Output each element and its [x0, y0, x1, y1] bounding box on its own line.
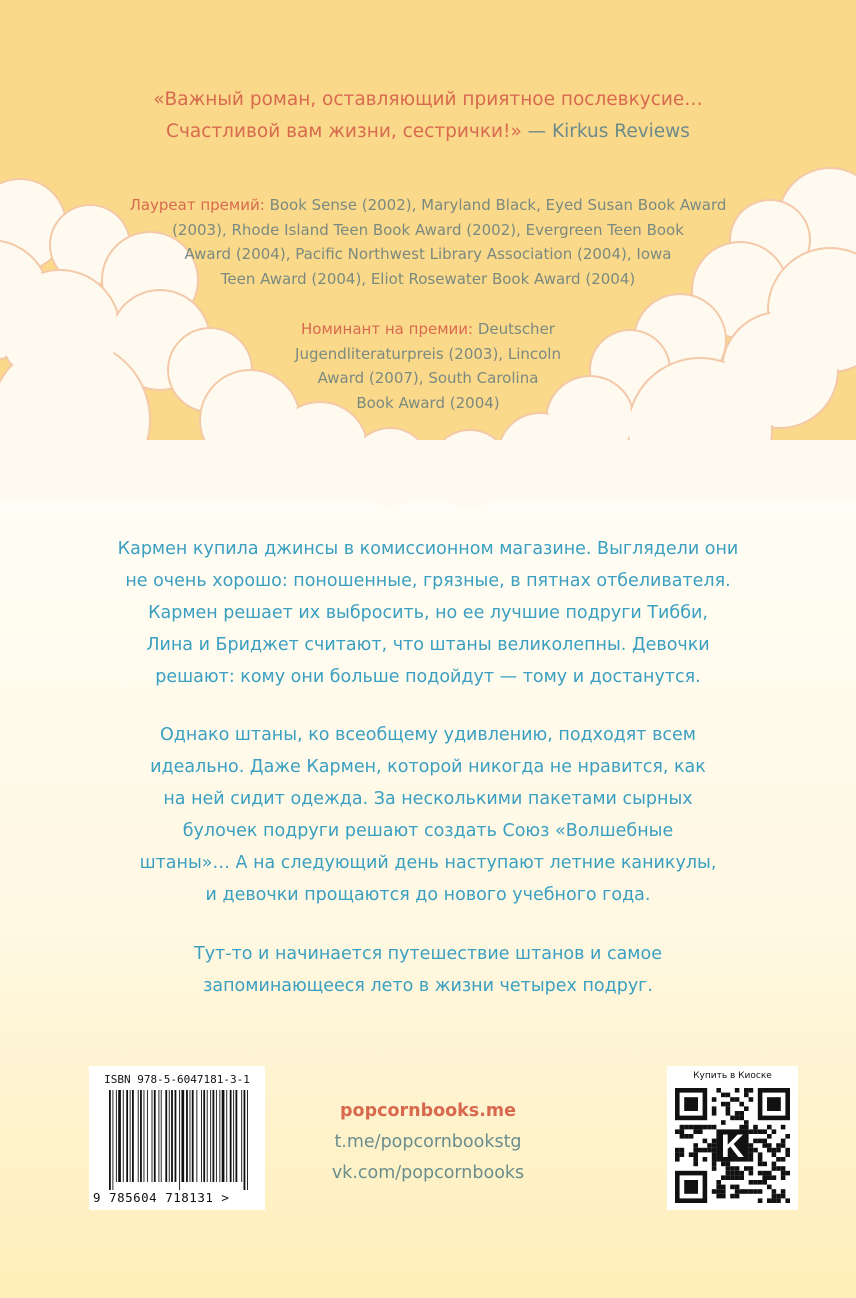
laureate-line: Teen Award (2004), Eliot Rosewater Book Award (2004) — [220, 269, 636, 288]
qr-module — [749, 1143, 754, 1148]
qr-module — [758, 1152, 763, 1157]
qr-module — [735, 1171, 740, 1176]
qr-module — [735, 1097, 740, 1102]
barcode-bar — [130, 1090, 131, 1182]
qr-module — [785, 1171, 790, 1176]
barcode-bar — [171, 1090, 173, 1182]
qr-module — [680, 1134, 685, 1139]
qr-module — [762, 1129, 767, 1134]
qr-module — [684, 1097, 698, 1111]
qr-module — [767, 1134, 772, 1139]
barcode-bar — [219, 1090, 220, 1182]
barcode-bar — [112, 1090, 113, 1190]
qr-module — [726, 1171, 731, 1176]
qr-module — [735, 1185, 740, 1190]
barcode-bar — [192, 1090, 194, 1182]
qr-module — [716, 1088, 721, 1093]
barcode-bar — [230, 1090, 232, 1182]
barcode-bar — [165, 1090, 167, 1182]
qr-module — [772, 1148, 777, 1153]
qr-module — [762, 1139, 767, 1144]
qr-module — [739, 1116, 744, 1121]
barcode-bar — [140, 1090, 142, 1182]
description-line: и девочки прощаются до нового учебного года. — [205, 885, 651, 905]
qr-module — [762, 1175, 767, 1180]
barcode-bar — [116, 1090, 117, 1182]
qr-module — [749, 1180, 754, 1185]
qr-module — [680, 1148, 685, 1153]
nominee-line: Book Award (2004) — [356, 393, 500, 412]
qr-module — [693, 1157, 698, 1162]
qr-module — [758, 1180, 763, 1185]
laureate-label: Лауреат премий: — [129, 196, 265, 214]
barcode-bar — [144, 1090, 145, 1182]
description-paragraph-3 — [60, 938, 796, 1002]
qr-module — [785, 1148, 790, 1153]
qr-module — [753, 1129, 758, 1134]
qr-module — [693, 1152, 698, 1157]
qr-module — [785, 1152, 790, 1157]
qr-module — [726, 1175, 731, 1180]
barcode-bar — [226, 1090, 227, 1182]
barcode-bar — [207, 1090, 208, 1182]
qr-module — [712, 1139, 717, 1144]
qr-module — [726, 1102, 731, 1107]
qr-module — [785, 1134, 790, 1139]
qr-module — [749, 1152, 754, 1157]
qr-module — [703, 1139, 708, 1144]
barcode-bar — [126, 1090, 128, 1182]
nominee-line: Deutscher — [473, 320, 555, 338]
qr-module — [767, 1143, 772, 1148]
qr-module — [762, 1143, 767, 1148]
qr-module — [721, 1194, 726, 1199]
qr-module — [749, 1148, 754, 1153]
barcode-bar — [196, 1090, 197, 1182]
quote-line-2: Счастливой вам жизни, сестрички!» — [166, 121, 522, 142]
barcode-bar — [233, 1090, 234, 1182]
barcode-bar — [210, 1090, 211, 1182]
qr-module — [712, 1148, 717, 1153]
qr-module — [698, 1148, 703, 1153]
qr-module — [730, 1185, 735, 1190]
qr-module — [730, 1194, 735, 1199]
qr-module — [758, 1139, 763, 1144]
qr-module — [767, 1171, 772, 1176]
barcode-bar — [109, 1090, 111, 1190]
qr-module — [726, 1093, 731, 1098]
qr-module — [776, 1194, 781, 1199]
qr-module — [781, 1171, 786, 1176]
barcode-bar — [213, 1090, 215, 1182]
barcode-bar — [158, 1090, 159, 1182]
qr-module — [735, 1175, 740, 1180]
qr-module — [735, 1111, 740, 1116]
qr-module — [730, 1171, 735, 1176]
qr-module — [712, 1162, 717, 1167]
qr-module — [758, 1189, 763, 1194]
qr-module — [721, 1120, 726, 1125]
qr-module — [726, 1106, 731, 1111]
qr-module — [716, 1180, 721, 1185]
review-quote — [40, 84, 816, 148]
barcode-bar — [236, 1090, 238, 1182]
quote-source: — Kirkus Reviews — [521, 121, 690, 142]
qr-module — [712, 1152, 717, 1157]
barcode-bar — [179, 1090, 180, 1190]
qr-module — [749, 1088, 754, 1093]
qr-module — [739, 1171, 744, 1176]
barcode-bar — [123, 1090, 124, 1182]
description-paragraph-1 — [60, 533, 796, 693]
qr-module — [781, 1175, 786, 1180]
qr-module — [767, 1097, 781, 1111]
qr-module — [712, 1166, 717, 1171]
barcode-bar — [175, 1090, 177, 1182]
barcode-bar — [147, 1090, 148, 1182]
nominee-block — [250, 317, 606, 415]
qr-module — [776, 1148, 781, 1153]
qr-block — [667, 1066, 798, 1210]
qr-module — [735, 1088, 740, 1093]
qr-module — [744, 1088, 749, 1093]
laureate-line: (2003), Rhode Island Teen Book Award (2002), Evergreen Teen Book — [172, 220, 684, 239]
isbn-label: ISBN 978-5-6047181-3-1 — [104, 1073, 250, 1086]
qr-module — [726, 1166, 731, 1171]
barcode-bar — [181, 1090, 184, 1182]
qr-module — [693, 1143, 698, 1148]
description-line: Тут-то и начинается путешествие штанов и самое — [194, 944, 662, 964]
qr-module — [712, 1143, 717, 1148]
telegram-link[interactable]: t.me/popcornbookstg — [334, 1132, 522, 1152]
barcode-bar — [154, 1090, 156, 1182]
qr-module — [721, 1093, 726, 1098]
qr-module — [730, 1175, 735, 1180]
qr-module — [772, 1175, 777, 1180]
qr-module — [698, 1129, 703, 1134]
description-line: булочек подруги решают создать Союз «Волшебные — [182, 821, 674, 841]
qr-module — [785, 1198, 790, 1203]
qr-module — [767, 1185, 772, 1190]
barcode-bar — [186, 1090, 188, 1182]
barcode-bar — [244, 1090, 246, 1190]
qr-module — [721, 1102, 726, 1107]
qr-module — [767, 1148, 772, 1153]
qr-module — [730, 1097, 735, 1102]
qr-module — [739, 1111, 744, 1116]
qr-module — [781, 1194, 786, 1199]
qr-module — [776, 1143, 781, 1148]
website-link[interactable]: popcornbooks.me — [340, 1101, 516, 1121]
qr-module — [753, 1180, 758, 1185]
qr-module — [707, 1148, 712, 1153]
qr-module — [744, 1120, 749, 1125]
qr-module — [675, 1148, 680, 1153]
qr-module — [758, 1162, 763, 1167]
qr-module — [703, 1157, 708, 1162]
qr-module — [781, 1125, 786, 1130]
description-line: не очень хорошо: поношенные, грязные, в пятнах отбеливателя. — [125, 571, 731, 591]
qr-module — [739, 1102, 744, 1107]
qr-module — [767, 1198, 772, 1203]
barcode-bar — [132, 1090, 134, 1182]
qr-module — [693, 1148, 698, 1153]
qr-module — [776, 1157, 781, 1162]
qr-module — [753, 1125, 758, 1130]
qr-module — [767, 1175, 772, 1180]
qr-module — [753, 1139, 758, 1144]
qr-module — [735, 1166, 740, 1171]
qr-module — [753, 1148, 758, 1153]
description-line: Кармен купила джинсы в комиссионном магазине. Выглядели они — [117, 539, 739, 559]
qr-module — [712, 1111, 717, 1116]
qr-module — [776, 1166, 781, 1171]
qr-module — [749, 1157, 754, 1162]
qr-module — [772, 1162, 777, 1167]
qr-module — [680, 1125, 685, 1130]
description-line: Лина и Бриджет считают, что штаны великолепны. Девочки — [146, 635, 710, 655]
qr-module — [726, 1111, 731, 1116]
qr-module — [739, 1189, 744, 1194]
links-block — [300, 1096, 556, 1189]
quote-line-1: «Важный роман, оставляющий приятное послевкусие… — [153, 89, 703, 110]
qr-module — [712, 1125, 717, 1130]
qr-module — [735, 1116, 740, 1121]
laureate-line: Award (2004), Pacific Northwest Library Association (2004), Iowa — [184, 245, 672, 263]
qr-module — [721, 1185, 726, 1190]
qr-code-icon[interactable] — [675, 1088, 790, 1203]
qr-module — [758, 1171, 763, 1176]
qr-module — [693, 1129, 698, 1134]
isbn-digits: 9 785604 718131 > — [93, 1190, 230, 1205]
qr-module — [675, 1129, 680, 1134]
qr-module — [693, 1125, 698, 1130]
barcode-bar — [203, 1090, 205, 1182]
qr-module — [684, 1180, 698, 1194]
laureate-block — [100, 193, 756, 291]
qr-module — [749, 1166, 754, 1171]
qr-module — [781, 1143, 786, 1148]
qr-module — [721, 1189, 726, 1194]
qr-module — [781, 1166, 786, 1171]
qr-module — [721, 1175, 726, 1180]
qr-module — [675, 1157, 680, 1162]
barcode-bar — [201, 1090, 202, 1182]
qr-module — [735, 1189, 740, 1194]
qr-module — [716, 1194, 721, 1199]
barcode-bar — [118, 1090, 121, 1182]
qr-module — [781, 1157, 786, 1162]
qr-module — [753, 1189, 758, 1194]
qr-module — [730, 1166, 735, 1171]
description-line: Кармен решает их выбросить, но ее лучшие подруги Тибби, — [148, 603, 708, 623]
laureate-line: Book Sense (2002), Maryland Black, Eyed Susan Book Award — [264, 196, 727, 214]
qr-module — [703, 1148, 708, 1153]
qr-module — [781, 1139, 786, 1144]
vk-link[interactable]: vk.com/popcornbooks — [331, 1163, 525, 1183]
qr-module — [762, 1180, 767, 1185]
qr-module — [689, 1125, 694, 1130]
qr-module — [716, 1185, 721, 1190]
barcode-bar — [222, 1090, 225, 1182]
qr-module — [680, 1129, 685, 1134]
qr-module — [712, 1106, 717, 1111]
qr-module — [758, 1198, 763, 1203]
description-line: штаны»… А на следующий день наступают летние каникулы, — [139, 853, 717, 873]
barcode-bar — [161, 1090, 162, 1182]
isbn-barcode — [89, 1066, 265, 1210]
qr-module — [680, 1152, 685, 1157]
qr-module — [758, 1157, 763, 1162]
qr-module — [716, 1189, 721, 1194]
qr-module — [730, 1116, 735, 1121]
qr-module — [772, 1152, 777, 1157]
qr-module — [772, 1198, 777, 1203]
description-line: решают: кому они больше подойдут — тому и достанутся. — [155, 667, 701, 687]
qr-module — [772, 1189, 777, 1194]
qr-module — [762, 1171, 767, 1176]
nominee-line: Award (2007), South Carolina — [317, 369, 539, 387]
qr-module — [749, 1097, 754, 1102]
nominee-line: Jugendliteraturpreis (2003), Lincoln — [295, 344, 561, 363]
qr-module — [707, 1143, 712, 1148]
qr-module — [698, 1125, 703, 1130]
qr-module — [772, 1129, 777, 1134]
qr-module — [744, 1093, 749, 1098]
qr-module — [749, 1189, 754, 1194]
qr-module — [781, 1189, 786, 1194]
description-line: на ней сидит одежда. За несколькими пакетами сырных — [163, 789, 693, 809]
qr-module — [707, 1125, 712, 1130]
qr-module — [689, 1152, 694, 1157]
barcode-bar — [152, 1090, 153, 1182]
description-line: запоминающееся лето в жизни четырех подруг. — [203, 976, 653, 996]
barcode-bar — [138, 1090, 139, 1182]
qr-module — [735, 1194, 740, 1199]
qr-module — [712, 1097, 717, 1102]
qr-module — [744, 1125, 749, 1130]
qr-module — [739, 1175, 744, 1180]
qr-module — [712, 1189, 717, 1194]
description-paragraph-2 — [60, 719, 796, 911]
qr-module — [712, 1157, 717, 1162]
qr-module — [772, 1194, 777, 1199]
qr-module — [767, 1125, 772, 1130]
description-line: идеально. Даже Кармен, которой никогда не нравится, как — [150, 757, 706, 777]
qr-module — [776, 1198, 781, 1203]
qr-module — [762, 1162, 767, 1167]
barcode-bar — [169, 1090, 170, 1182]
barcode-bar — [216, 1090, 217, 1182]
qr-module — [758, 1129, 763, 1134]
barcode-bar — [190, 1090, 191, 1182]
qr-module — [744, 1106, 749, 1111]
qr-module — [749, 1171, 754, 1176]
nominee-label: Номинант на премии: — [301, 320, 474, 338]
qr-module — [749, 1129, 754, 1134]
qr-module — [744, 1166, 749, 1171]
qr-module — [684, 1134, 689, 1139]
barcode-bar — [247, 1090, 248, 1190]
qr-module — [744, 1189, 749, 1194]
barcode-icon — [109, 1090, 249, 1190]
qr-label: Купить в Киоске — [693, 1071, 772, 1081]
qr-module — [675, 1152, 680, 1157]
barcode-bar — [241, 1090, 242, 1182]
qr-module — [772, 1166, 777, 1171]
qr-module — [703, 1125, 708, 1130]
qr-module — [684, 1125, 689, 1130]
qr-module — [693, 1162, 698, 1167]
qr-center-letter: K — [720, 1128, 745, 1164]
description-line: Однако штаны, ко всеобщему удивлению, подходят всем — [160, 725, 696, 745]
qr-module — [689, 1134, 694, 1139]
